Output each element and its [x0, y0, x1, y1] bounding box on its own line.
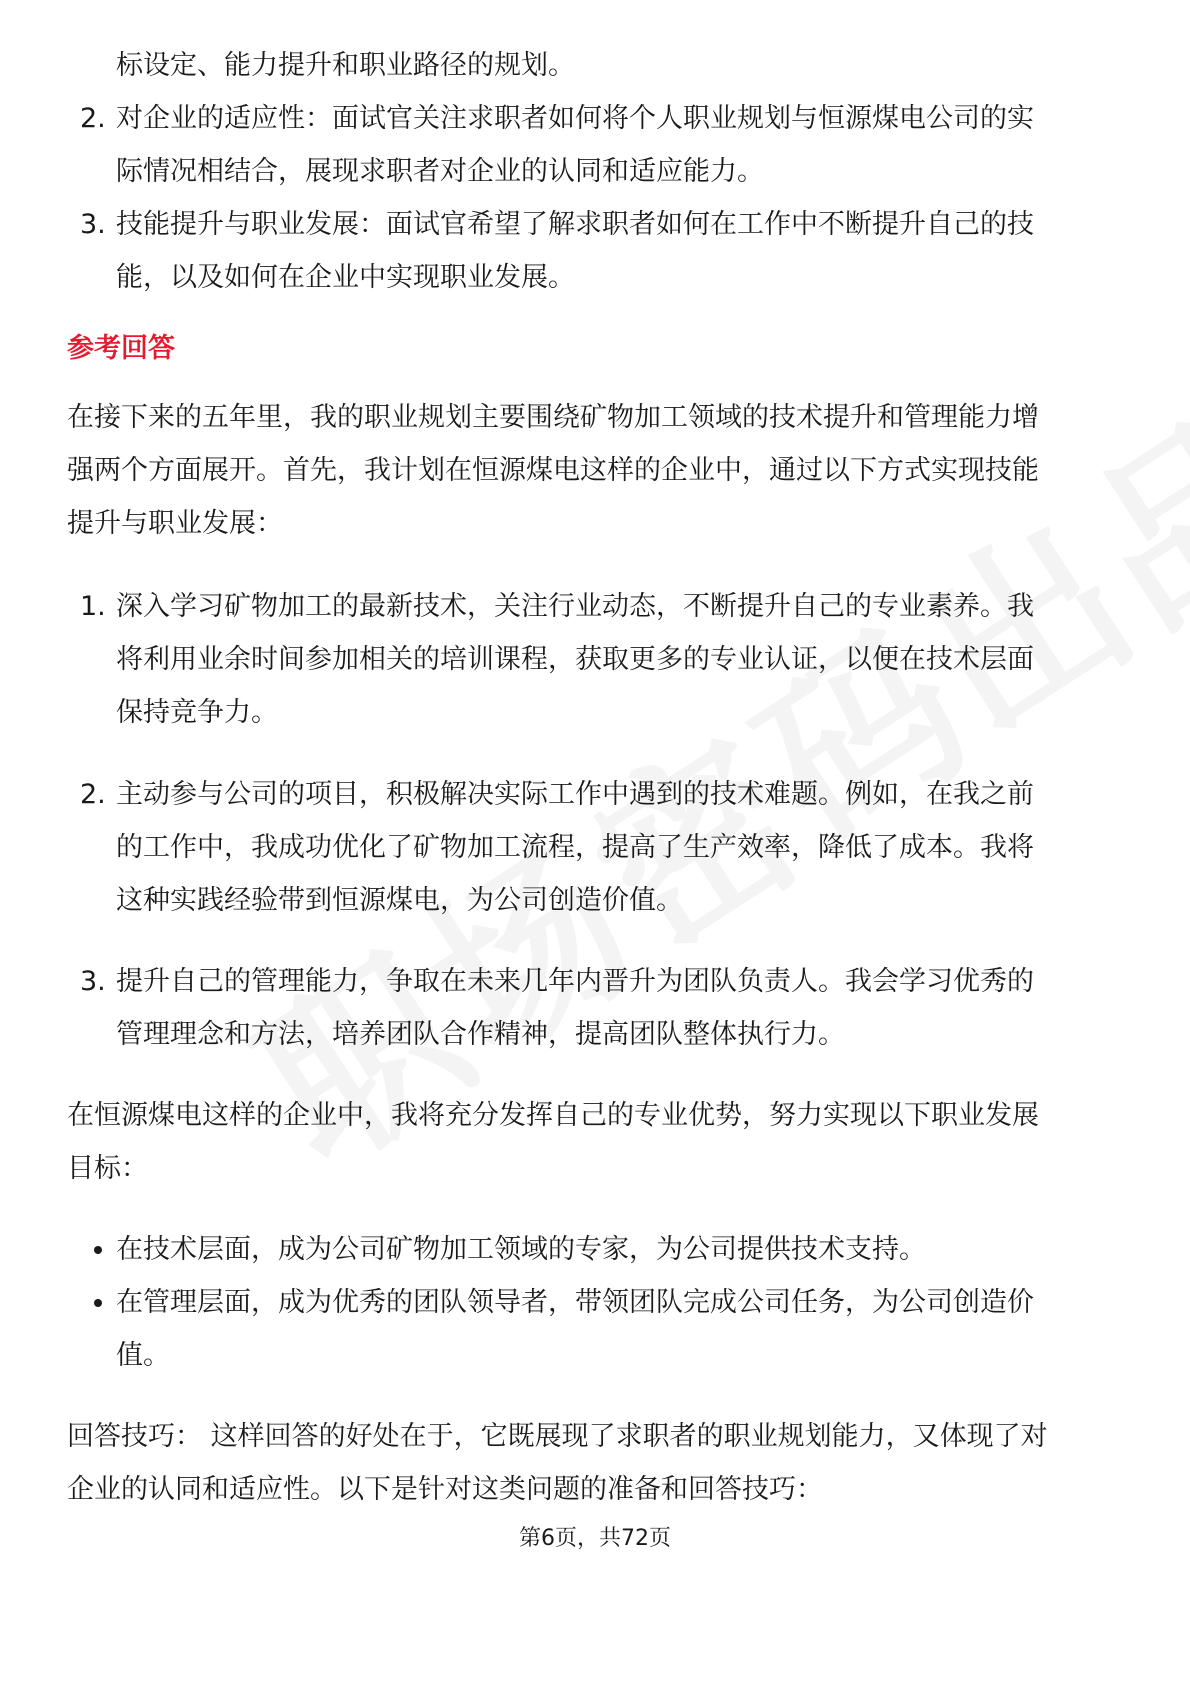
page-footer: 第6页，共72页 [519, 1526, 671, 1551]
plan-item-line: 深入学习矿物加工的最新技术，关注行业动态，不断提升自己的专业素养。我 [116, 591, 1034, 622]
plan-item-number: 3. [80, 966, 106, 997]
plan-item-line: 将利用业余时间参加相关的培训课程，获取更多的专业认证，以便在技术层面 [116, 644, 1034, 675]
answer-intro-line: 强两个方面展开。首先，我计划在恒源煤电这样的企业中，通过以下方式实现技能 [67, 455, 1039, 486]
goals-intro-line: 在恒源煤电这样的企业中，我将充分发挥自己的专业优势，努力实现以下职业发展 [67, 1100, 1039, 1131]
focus-item-number: 2. [80, 103, 106, 134]
plan-item-line: 这种实践经验带到恒源煤电，为公司创造价值。 [116, 885, 683, 916]
focus-item-line: 际情况相结合，展现求职者对企业的认同和适应能力。 [116, 156, 764, 187]
focus-item-line: 能，以及如何在企业中实现职业发展。 [116, 262, 575, 293]
goal-bullet-line: 值。 [116, 1340, 170, 1371]
answer-intro-line: 在接下来的五年里，我的职业规划主要围绕矿物加工领域的技术提升和管理能力增 [67, 402, 1039, 433]
plan-item-number: 1. [80, 591, 106, 622]
goal-bullet-line: 在管理层面，成为优秀的团队领导者，带领团队完成公司任务，为公司创造价 [116, 1287, 1034, 1318]
goals-intro-line: 目标： [67, 1153, 148, 1184]
focus-item-line: 对企业的适应性：面试官关注求职者如何将个人职业规划与恒源煤电公司的实 [116, 103, 1034, 134]
plan-item-line: 管理理念和方法，培养团队合作精神，提高团队整体执行力。 [116, 1019, 845, 1050]
focus-item-line: 技能提升与职业发展：面试官希望了解求职者如何在工作中不断提升自己的技 [116, 209, 1034, 240]
tips-line: 企业的认同和适应性。以下是针对这类问题的准备和回答技巧： [67, 1474, 823, 1505]
bullet-dot [94, 1299, 102, 1307]
plan-item-number: 2. [80, 779, 106, 810]
tips-line: 回答技巧： 这样回答的好处在于，它既展现了求职者的职业规划能力，又体现了对 [67, 1421, 1048, 1452]
goal-bullet-line: 在技术层面，成为公司矿物加工领域的专家，为公司提供技术支持。 [116, 1234, 926, 1265]
answer-intro-line: 提升与职业发展： [67, 508, 283, 539]
section-heading: 参考回答 [67, 333, 175, 364]
plan-item-line: 保持竞争力。 [116, 697, 278, 728]
plan-item-line: 的工作中，我成功优化了矿物加工流程，提高了生产效率，降低了成本。我将 [116, 832, 1034, 863]
focus-item-number: 3. [80, 209, 106, 240]
plan-item-line: 提升自己的管理能力，争取在未来几年内晋升为团队负责人。我会学习优秀的 [116, 966, 1034, 997]
bullet-dot [94, 1246, 102, 1254]
plan-item-line: 主动参与公司的项目，积极解决实际工作中遇到的技术难题。例如，在我之前 [116, 779, 1034, 810]
intro-tail-line: 标设定、能力提升和职业路径的规划。 [116, 50, 575, 81]
